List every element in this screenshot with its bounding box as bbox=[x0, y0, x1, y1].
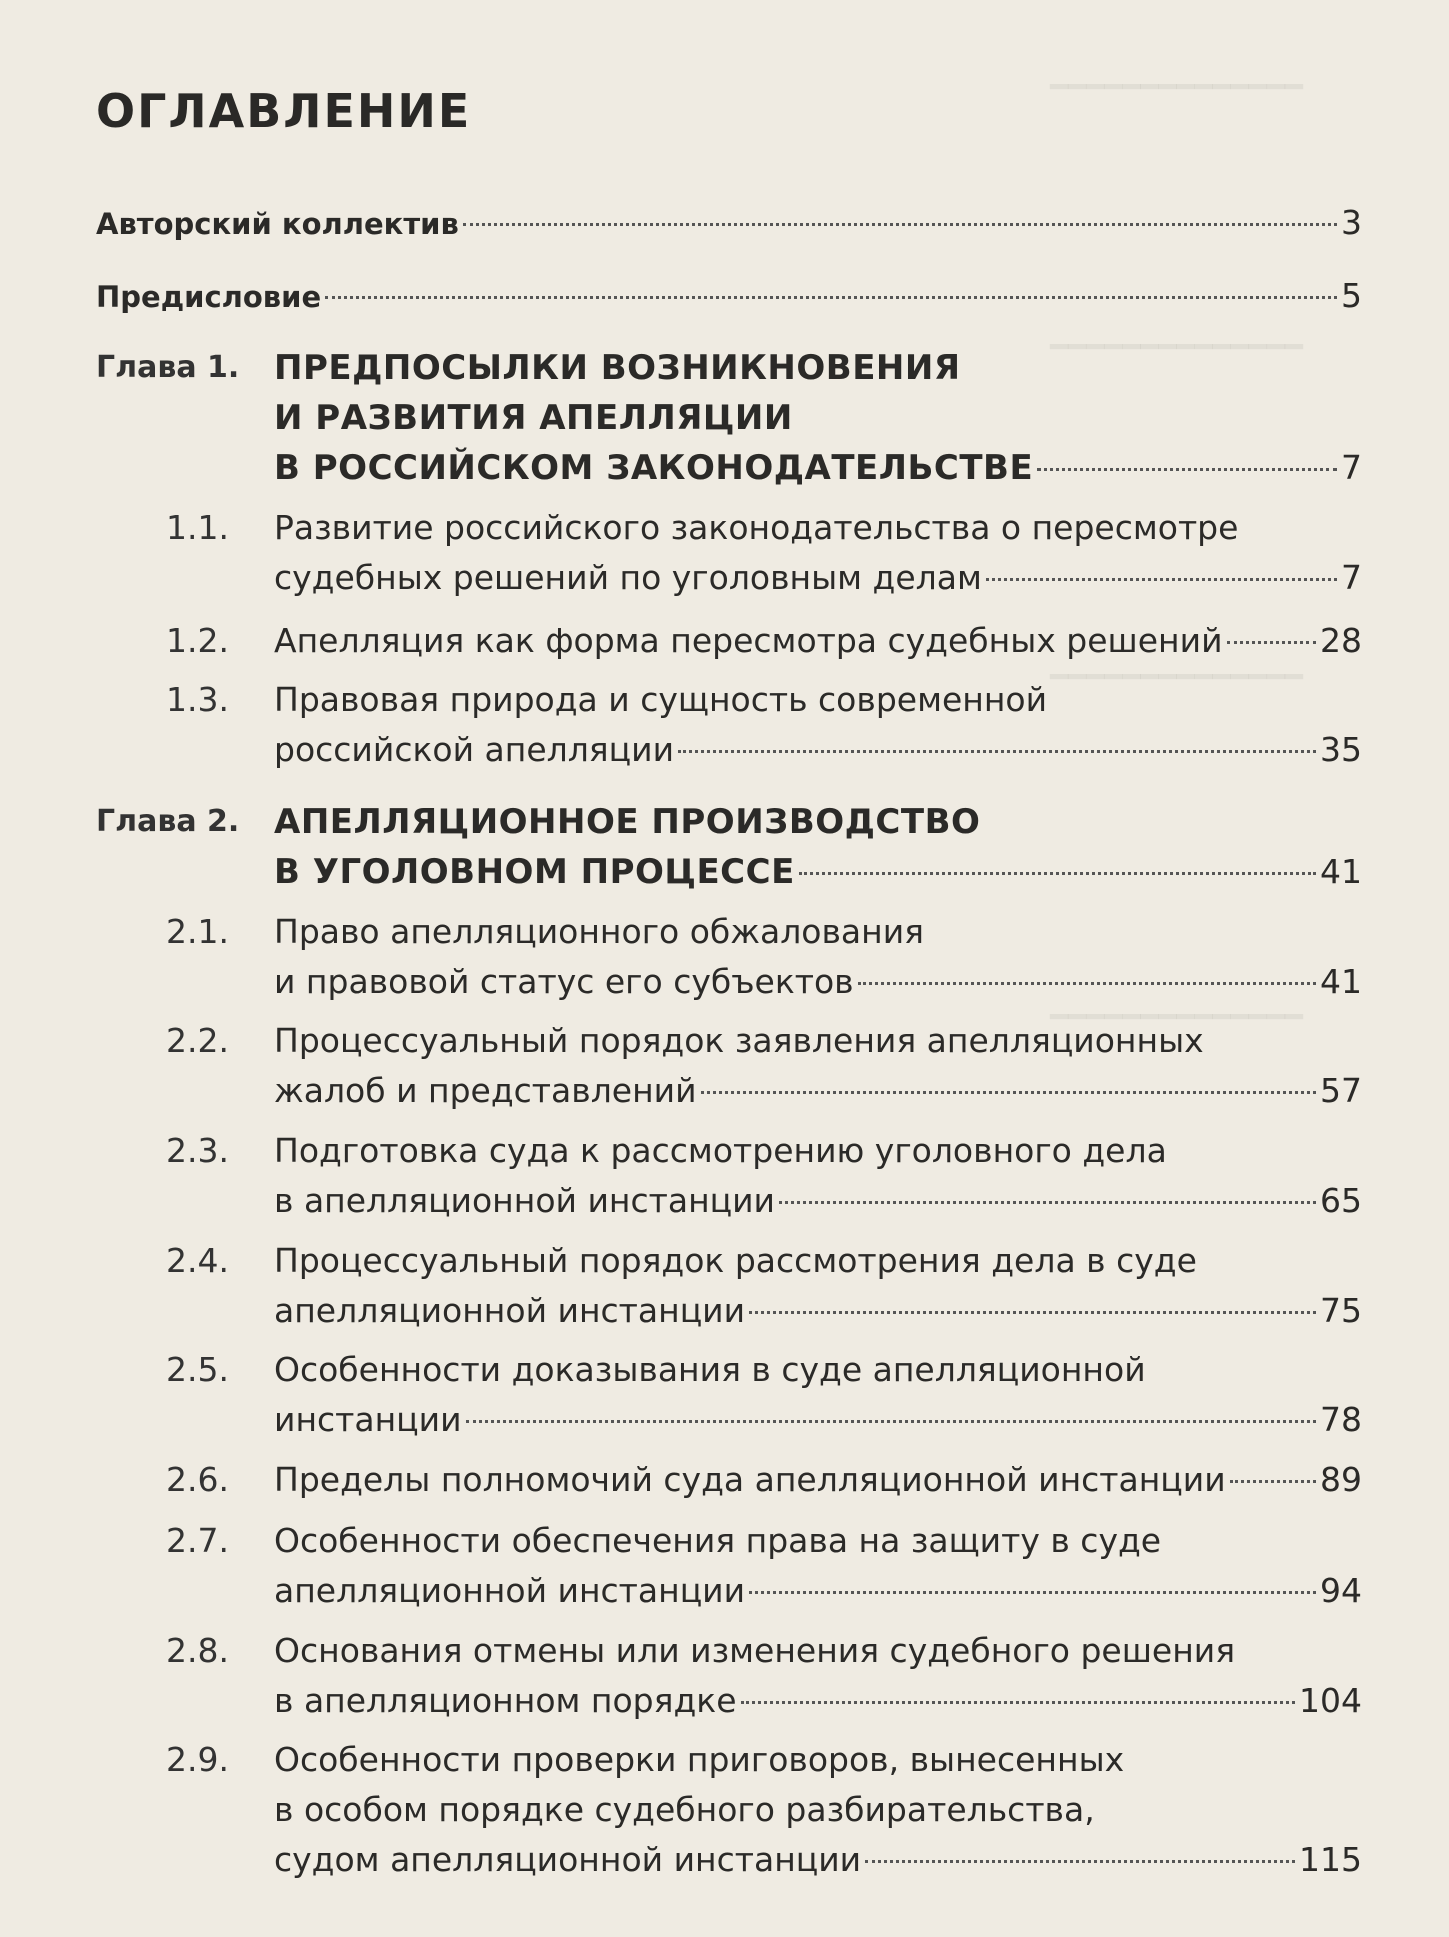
dot-leader bbox=[779, 1201, 1316, 1204]
toc-entry-section-page-number: 7 bbox=[1341, 558, 1362, 597]
toc-entry-section-title-line: Подготовка суда к рассмотрению уголовного дела bbox=[274, 1131, 1167, 1170]
toc-entry-section-page-number: 115 bbox=[1299, 1840, 1362, 1879]
toc-entry-section-title-line: Правовая природа и сущность современной bbox=[274, 680, 1048, 719]
toc-entry-section-number: 2.7. bbox=[166, 1521, 229, 1560]
toc-entry-section-title-text: российской апелляции bbox=[274, 730, 675, 769]
dot-leader bbox=[1037, 468, 1337, 471]
toc-entry-chapter-number: Глава 2. bbox=[96, 804, 240, 839]
dot-leader bbox=[986, 578, 1337, 581]
toc-entry-front-title-text: Авторский коллектив bbox=[96, 207, 459, 241]
toc-entry-section-title-line: в особом порядке судебного разбирательства, bbox=[274, 1790, 1095, 1829]
toc-entry-section-title bbox=[274, 1345, 1362, 1445]
toc-entry-section-title-line bbox=[274, 1395, 1362, 1445]
page-title: ОГЛАВЛЕНИЕ bbox=[96, 84, 472, 138]
toc-entry-section-page-number: 41 bbox=[1320, 962, 1362, 1001]
toc-entry-front-page-number: 5 bbox=[1341, 276, 1362, 315]
dot-leader bbox=[1230, 1480, 1316, 1483]
toc-entry-front-title bbox=[96, 198, 1362, 248]
toc-entry-section-number: 2.5. bbox=[166, 1350, 229, 1389]
dot-leader bbox=[799, 872, 1316, 875]
toc-entry-section-title-line bbox=[274, 1176, 1362, 1226]
toc-entry-section-title-line: Особенности проверки приговоров, вынесенных bbox=[274, 1740, 1125, 1779]
toc-entry-chapter-title bbox=[274, 343, 1362, 493]
toc-entry-section-title-line: Основания отмены или изменения судебного решения bbox=[274, 1631, 1236, 1670]
toc-entry-section-title bbox=[274, 1455, 1362, 1505]
toc-entry-section-title-text: в апелляционной инстанции bbox=[274, 1181, 775, 1220]
toc-entry-section-title-line bbox=[274, 1066, 1362, 1116]
toc-entry-section-title bbox=[274, 1236, 1362, 1336]
toc-entry-chapter-title-line: И РАЗВИТИЯ АПЕЛЛЯЦИИ bbox=[274, 398, 793, 438]
toc-entry-section-title-line bbox=[274, 1455, 1362, 1505]
toc-entry-section-title-line: Процессуальный порядок заявления апелляционных bbox=[274, 1021, 1204, 1060]
dot-leader bbox=[741, 1701, 1295, 1704]
toc-entry-section-title-line bbox=[274, 957, 1362, 1007]
toc-entry-section-title bbox=[274, 1626, 1362, 1726]
toc-entry-section-title-line: Право апелляционного обжалования bbox=[274, 912, 925, 951]
toc-entry-section-number: 2.2. bbox=[166, 1021, 229, 1060]
toc-entry-section-title bbox=[274, 1126, 1362, 1226]
toc-entry-section-title-text: в апелляционном порядке bbox=[274, 1681, 737, 1720]
toc-entry-chapter-title-line: АПЕЛЛЯЦИОННОЕ ПРОИЗВОДСТВО bbox=[274, 802, 981, 842]
toc-entry-section-title-text: апелляционной инстанции bbox=[274, 1571, 746, 1610]
toc-entry-section-title-line: Развитие российского законодательства о пересмотре bbox=[274, 508, 1239, 547]
bleed-through-text: ━━━━━━━━━━━━━━ bbox=[1050, 70, 1303, 105]
toc-entry-section-number: 1.3. bbox=[166, 680, 229, 719]
toc-entry-section-title bbox=[274, 675, 1362, 775]
toc-entry-section-title-line bbox=[274, 1676, 1362, 1726]
toc-entry-section-title-line: Особенности обеспечения права на защиту в суде bbox=[274, 1521, 1162, 1560]
toc-entry-section-title-line bbox=[274, 1835, 1362, 1885]
toc-entry-section-page-number: 89 bbox=[1320, 1460, 1362, 1499]
toc-entry-section-title bbox=[274, 907, 1362, 1007]
toc-entry-section-number: 1.1. bbox=[166, 508, 229, 547]
toc-entry-section-title-text: судом апелляционной инстанции bbox=[274, 1840, 862, 1879]
toc-entry-section-page-number: 65 bbox=[1320, 1181, 1362, 1220]
toc-entry-chapter-title-line: ПРЕДПОСЫЛКИ ВОЗНИКНОВЕНИЯ bbox=[274, 348, 961, 388]
toc-entry-chapter-title-text: В РОССИЙСКОМ ЗАКОНОДАТЕЛЬСТВЕ bbox=[274, 448, 1034, 488]
toc-entry-section-title-line bbox=[274, 616, 1362, 666]
toc-entry-front-title-line bbox=[96, 271, 1362, 321]
toc-entry-section-number: 1.2. bbox=[166, 621, 229, 660]
toc-entry-section-page-number: 75 bbox=[1320, 1291, 1362, 1330]
toc-entry-section-page-number: 57 bbox=[1320, 1071, 1362, 1110]
toc-entry-chapter-title-line bbox=[274, 443, 1362, 493]
toc-entry-section-number: 2.4. bbox=[166, 1241, 229, 1280]
toc-entry-section-title-line: Процессуальный порядок рассмотрения дела в суде bbox=[274, 1241, 1197, 1280]
toc-entry-section-title-text: Апелляция как форма пересмотра судебных решений bbox=[274, 621, 1223, 660]
toc-entry-chapter-page-number: 7 bbox=[1341, 448, 1362, 487]
toc-entry-section-title bbox=[274, 1735, 1362, 1885]
bleed-through-text: ━━━━━━━━━━━━━━ bbox=[1050, 660, 1303, 695]
toc-entry-section-number: 2.6. bbox=[166, 1460, 229, 1499]
toc-entry-chapter-title-text: В УГОЛОВНОМ ПРОЦЕССЕ bbox=[274, 852, 795, 892]
toc-entry-front-title bbox=[96, 271, 1362, 321]
toc-entry-section-page-number: 94 bbox=[1320, 1571, 1362, 1610]
toc-entry-section-page-number: 78 bbox=[1320, 1400, 1362, 1439]
toc-entry-chapter-number: Глава 1. bbox=[96, 350, 240, 385]
dot-leader bbox=[463, 223, 1337, 226]
toc-entry-section-page-number: 35 bbox=[1320, 730, 1362, 769]
toc-entry-front-title-text: Предисловие bbox=[96, 280, 322, 314]
toc-entry-section-title-text: и правовой статус его субъектов bbox=[274, 962, 854, 1001]
toc-entry-section-title-line bbox=[274, 1566, 1362, 1616]
dot-leader bbox=[466, 1420, 1316, 1423]
toc-entry-section-title bbox=[274, 1016, 1362, 1116]
toc-entry-section-number: 2.3. bbox=[166, 1131, 229, 1170]
dot-leader bbox=[678, 750, 1316, 753]
toc-entry-front-page-number: 3 bbox=[1341, 203, 1362, 242]
toc-entry-section-title-text: инстанции bbox=[274, 1400, 462, 1439]
toc-entry-section-title bbox=[274, 616, 1362, 666]
dot-leader bbox=[325, 296, 1337, 299]
bleed-through-text: ━━━━━━━━━━━━━━ bbox=[1050, 330, 1303, 365]
toc-entry-chapter-title bbox=[274, 797, 1362, 897]
toc-entry-section-page-number: 104 bbox=[1299, 1681, 1362, 1720]
toc-entry-section-title-text: судебных решений по уголовным делам bbox=[274, 558, 982, 597]
toc-entry-section-title-line bbox=[274, 1286, 1362, 1336]
dot-leader bbox=[858, 982, 1316, 985]
toc-entry-section-number: 2.9. bbox=[166, 1740, 229, 1779]
toc-entry-section-number: 2.1. bbox=[166, 912, 229, 951]
toc-entry-section-title-text: жалоб и представлений bbox=[274, 1071, 697, 1110]
toc-entry-chapter-page-number: 41 bbox=[1320, 852, 1362, 891]
dot-leader bbox=[701, 1091, 1316, 1094]
toc-entry-section-title-line: Особенности доказывания в суде апелляционной bbox=[274, 1350, 1146, 1389]
bleed-through-text: ━━━━━━━━━━━━━━ bbox=[1050, 1000, 1303, 1035]
toc-entry-section-number: 2.8. bbox=[166, 1631, 229, 1670]
dot-leader bbox=[749, 1591, 1316, 1594]
toc-entry-section-title bbox=[274, 503, 1362, 603]
toc-entry-front-title-line bbox=[96, 198, 1362, 248]
toc-entry-chapter-title-line bbox=[274, 847, 1362, 897]
toc-entry-section-title-text: Пределы полномочий суда апелляционной инстанции bbox=[274, 1460, 1226, 1499]
toc-entry-section-title-text: апелляционной инстанции bbox=[274, 1291, 746, 1330]
toc-entry-section-title-line bbox=[274, 725, 1362, 775]
toc-entry-section-title bbox=[274, 1516, 1362, 1616]
dot-leader bbox=[749, 1311, 1316, 1314]
dot-leader bbox=[865, 1860, 1295, 1863]
toc-entry-section-page-number: 28 bbox=[1320, 621, 1362, 660]
dot-leader bbox=[1227, 641, 1316, 644]
toc-entry-section-title-line bbox=[274, 553, 1362, 603]
